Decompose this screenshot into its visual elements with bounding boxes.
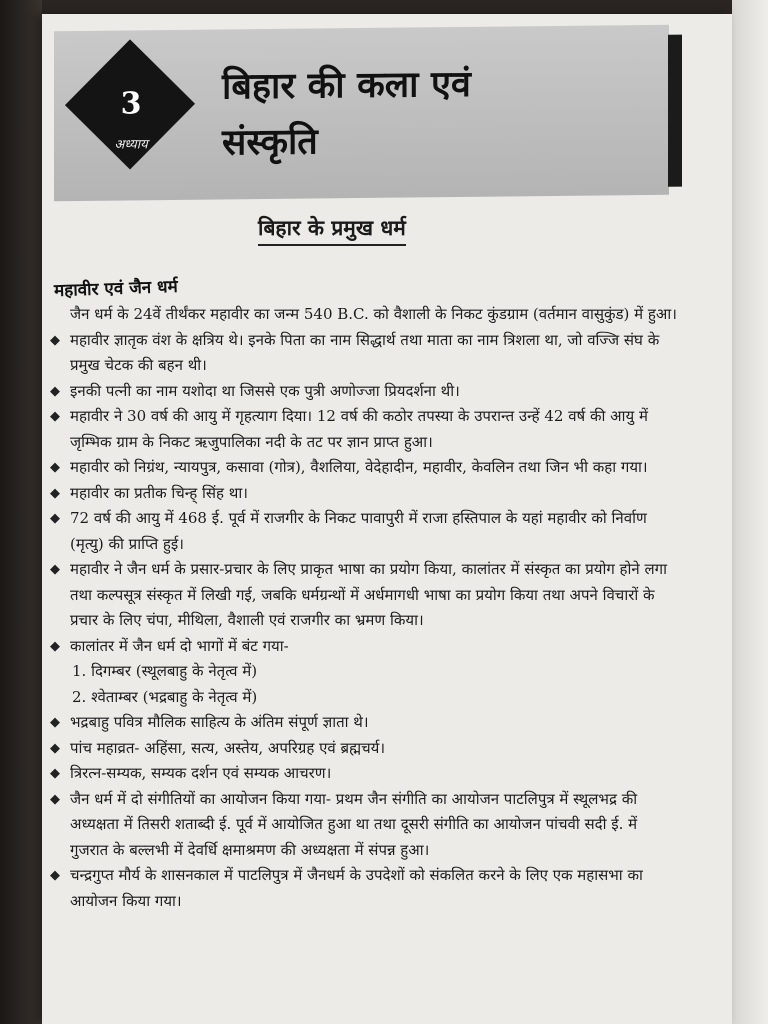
list-item: ◆ भद्रबाहु पवित्र मौलिक साहित्य के अंतिम संपूर्ण ज्ञाता थे। — [50, 710, 680, 736]
intro-paragraph: जैन धर्म के 24वें तीर्थंकर महावीर का जन्म 540 B.C. को वैशाली के निकट कुंडग्राम (वर्तमान वासुकुंड) में हुआ। — [70, 305, 677, 323]
chapter-title-line1: बिहार की कला एवं — [222, 63, 471, 108]
list-item: ◆ त्रिरत्न-सम्यक, सम्यक दर्शन एवं सम्यक आचरण। — [50, 761, 680, 787]
section-title: बिहार के प्रमुख धर्म — [258, 214, 406, 246]
book-spine-shadow — [0, 0, 42, 1024]
chapter-title-line2: संस्कृति — [222, 121, 318, 164]
list-item: ◆ महावीर का प्रतीक चिन्ह् सिंह था। — [50, 481, 680, 507]
book-page — [42, 14, 732, 1024]
diamond-bullet-icon: ◆ — [50, 715, 60, 730]
diamond-bullet-icon: ◆ — [50, 562, 60, 577]
list-item: ◆ महावीर ने 30 वर्ष की आयु में गृहत्याग दिया। 12 वर्ष की कठोर तपस्या के उपरान्त उन्हें 42 वर्ष की आयु में जृम्भिक ग्राम के निकट ऋजुपालिका नदी के तट पर ज्ञान प्राप्त हुआ। — [50, 404, 680, 455]
sect-item-shvetambar: 2. श्वेताम्बर (भद्रबाहु के नेतृत्व में) — [72, 687, 258, 706]
list-item: ◆ इनकी पत्नी का नाम यशोदा था जिससे एक पुत्री अणोज्जा प्रियदर्शना थी। — [50, 379, 680, 405]
diamond-bullet-icon: ◆ — [50, 638, 60, 654]
list-item: ◆ पांच महाव्रत- अहिंसा, सत्य, अस्तेय, अपरिग्रह एवं ब्रह्मचर्य। — [50, 736, 680, 762]
chapter-banner — [54, 25, 669, 201]
diamond-bullet-icon: ◆ — [50, 766, 60, 781]
diamond-bullet-icon: ◆ — [50, 409, 60, 424]
diamond-bullet-icon: ◆ — [50, 791, 60, 807]
diamond-bullet-icon: ◆ — [50, 740, 60, 756]
page-edge — [732, 0, 768, 1024]
diamond-bullet-icon: ◆ — [50, 383, 60, 399]
diamond-bullet-icon: ◆ — [50, 460, 60, 475]
list-item: ◆ महावीर ने जैन धर्म के प्रसार-प्रचार के लिए प्राकृत भाषा का प्रयोग किया, कालांतर में संस्कृत का प्रयोग होने लगा तथा कल्पसूत्र संस्कृत में लिखी गई, जबकि धर्मग्रन्थों में अर्धमागधी भाषा का प्रयोग किया तथा अपने विचारों के प्रचार के लिए चंपा, मीथिला, वैशाली एवं राजगीर का भ्रमण किया। — [50, 557, 680, 634]
diamond-bullet-icon: ◆ — [50, 485, 60, 501]
list-item: ◆ महावीर ज्ञातृक वंश के क्षत्रिय थे। इनके पिता का नाम सिद्धार्थ तथा माता का नाम त्रिशला था, जो वज्जि संघ के प्रमुख चेटक की बहन थी। — [50, 328, 680, 379]
diamond-bullet-icon: ◆ — [50, 511, 60, 526]
subsection-title: महावीर एवं जैन धर्म — [53, 276, 179, 302]
list-item: ◆ चन्द्रगुप्त मौर्य के शासनकाल में पाटलिपुत्र में जैनधर्म के उपदेशों को संकलित करने के लिए एक महासभा का आयोजन किया गया। — [50, 863, 680, 914]
chapter-number: 3 — [120, 86, 142, 122]
list-item: ◆ कालांतर में जैन धर्म दो भागों में बंट गया- — [50, 634, 680, 660]
list-item: ◆ 72 वर्ष की आयु में 468 ई. पूर्व में राजगीर के निकट पावापुरी में राजा हस्तिपाल के यहां महावीर को निर्वाण (मृत्यु) की प्राप्ति हुई। — [50, 506, 680, 557]
banner-accent-bar — [668, 35, 682, 187]
diamond-bullet-icon: ◆ — [50, 868, 60, 883]
list-item: ◆ महावीर को निग्रंथ, न्यायपुत्र, कसावा (गोत्र), वैशलिया, वेदेहादीन, महावीर, केवलिन तथा जिन भी कहा गया। — [50, 455, 680, 481]
sect-item-digambar: 1. दिगम्बर (स्थूलबाहु के नेतृत्व में) — [72, 662, 258, 680]
chapter-title — [222, 57, 471, 172]
chapter-label: अध्याय — [114, 137, 148, 153]
diamond-bullet-icon: ◆ — [50, 332, 60, 348]
list-item: ◆ जैन धर्म में दो संगीतियों का आयोजन किया गया- प्रथम जैन संगीति का आयोजन पाटलिपुत्र में स्थूलभद्र की अध्यक्षता में तिसरी शताब्दी ई. पूर्व में आयोजित हुआ था तथा दूसरी संगीति का आयोजन पांचवी सदी ई. में गुजरात के बल्लभी में देवर्धि क्षमाश्रमण की अध्यक्षता में संपन्न हुआ। — [50, 787, 680, 864]
page-body — [50, 302, 680, 914]
